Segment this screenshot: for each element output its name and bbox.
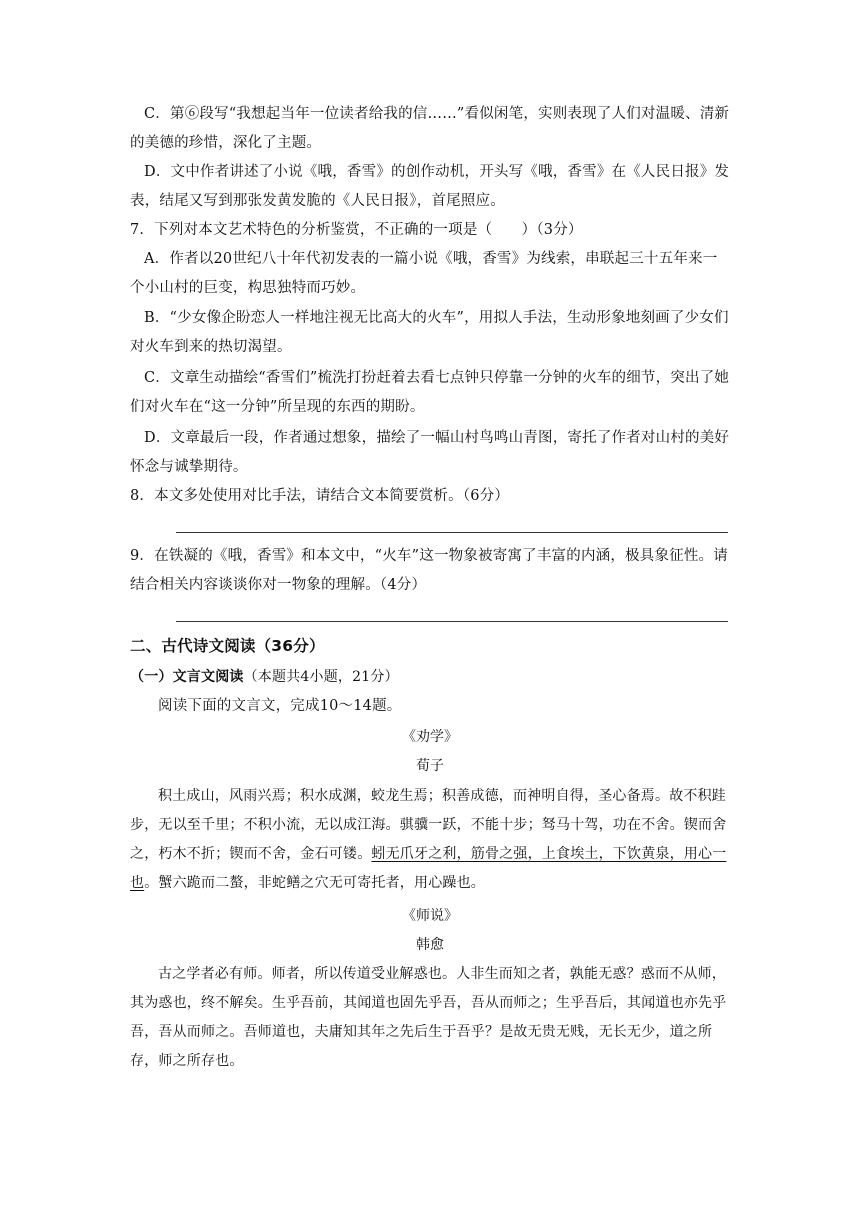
text2-author: 韩愈 — [416, 937, 444, 953]
q9-answer-line — [176, 621, 728, 622]
subsection-heading: （一）文言文阅读 — [130, 669, 244, 685]
q6-option-d: D．文中作者讲述了小说《哦，香雪》的创作动机，开头写《哦，香雪》在《人民日报》发表，结尾又写到那张发黄发脆的《人民日报》，首尾照应。 — [130, 164, 730, 209]
subsection-title — [130, 663, 730, 692]
reading-instruction: 阅读下面的文言文，完成10～14题。 — [158, 698, 402, 714]
q7-option-d: D．文章最后一段，作者通过想象，描绘了一幅山村鸟鸣山青图，寄托了作者对山村的美好怀念与诚挚期待。 — [130, 430, 730, 475]
text1-title: 《劝学》 — [402, 729, 458, 745]
q8-answer-line — [176, 532, 728, 533]
text1-paragraph — [130, 782, 730, 898]
q6-option-c: C．第⑥段写“我想起当年一位读者给我的信……”看似闲笔，实则表现了人们对温暖、清新的美德的珍惜，深化了主题。 — [130, 106, 730, 151]
q8-stem: 8．本文多处使用对比手法，请结合文本简要赏析。（6分） — [130, 488, 510, 504]
text1-underlined-sentence: 蚓无爪牙之利，筋骨之强，上食埃土，下饮黄泉，用心一也 — [130, 846, 727, 891]
q7-option-a: A．作者以20世纪八十年代初发表的一篇小说《哦，香雪》为线索，串联起三十五年来一个小山村的巨变，构思独特而巧妙。 — [130, 251, 718, 296]
q7-option-b: B．“少女像企盼恋人一样地注视无比高大的火车”，用拟人手法，生动形象地刻画了少女们对火车到来的热切渴望。 — [130, 310, 729, 355]
text2-title: 《师说》 — [402, 908, 458, 924]
text1-author: 荀子 — [416, 758, 444, 774]
q9-stem: 9．在铁凝的《哦，香雪》和本文中，“火车”这一物象被寄寓了丰富的内涵，极具象征性。请结合相关内容谈谈你对一物象的理解。（4分） — [130, 548, 728, 593]
subsection-note: （本题共4小题，21分） — [243, 669, 399, 685]
text1-tail: 。蟹六跪而二螯，非蛇鳝之穴无可寄托者，用心躁也。 — [144, 875, 486, 891]
text1-plain: 积土成山，风雨兴焉；积水成渊，蛟龙生焉；积善成德，而神明自得，圣心备焉。故不积跬步，无以至千里；不积小流，无以成江海。骐骥一跃，不能十步；驽马十驾，功在不舍。锲而舍之，朽木不折；锲而不舍，金石可镂。 — [130, 788, 727, 862]
text2-paragraph: 古之学者必有师。师者，所以传道受业解惑也。人非生而知之者，孰能无惑？惑而不从师，其为惑也，终不解矣。生乎吾前，其闻道也固先乎吾，吾从而师之；生乎吾后，其闻道也亦先乎吾，吾从而师之。吾师道也，夫庸知其年之先后生于吾乎？是故无贵无贱，无长无少，道之所存，师之所存也。 — [130, 966, 727, 1069]
q7-option-c: C．文章生动描绘“香雪们”梳洗打扮赶着去看七点钟只停靠一分钟的火车的细节，突出了她们对火车在“这一分钟”所呈现的东西的期盼。 — [130, 370, 730, 415]
q7-stem: 7．下列对本文艺术特色的分析鉴赏，不正确的一项是（ ）（3分） — [130, 222, 583, 238]
section-title: 二、古代诗文阅读（36分） — [130, 637, 325, 655]
